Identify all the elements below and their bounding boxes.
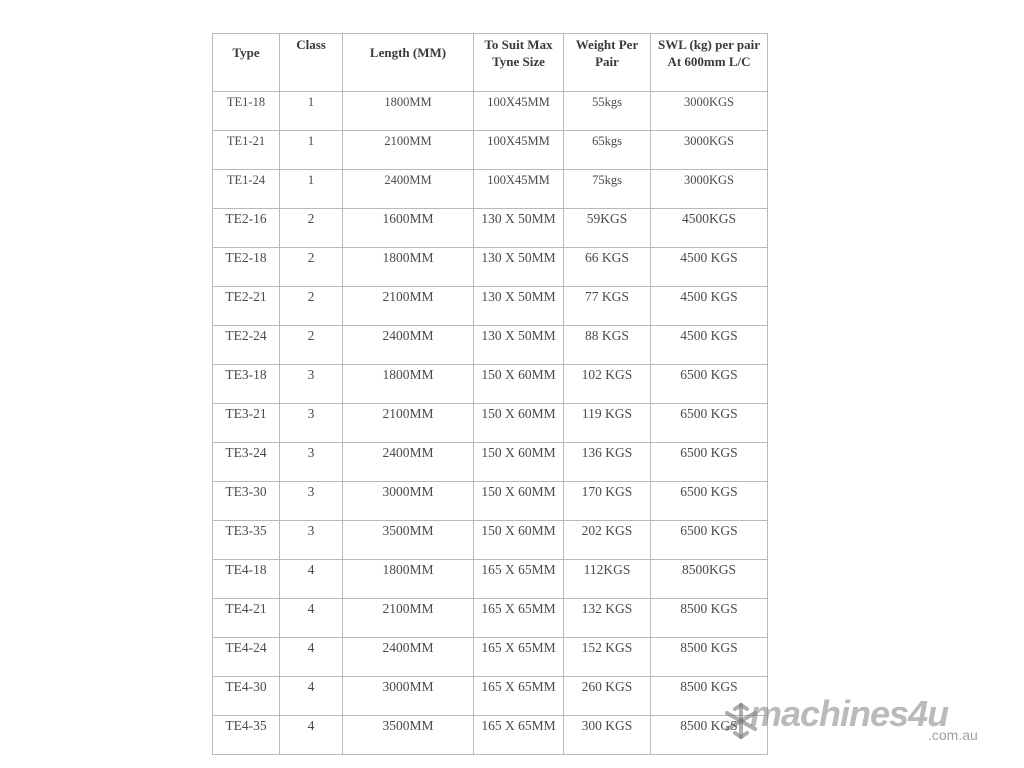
cell-type: TE1-24 xyxy=(213,170,280,209)
cell-class: 4 xyxy=(280,599,343,638)
cell-type: TE3-21 xyxy=(213,404,280,443)
cell-class: 4 xyxy=(280,638,343,677)
cell-length: 2100MM xyxy=(343,287,474,326)
table-row xyxy=(213,248,768,287)
cell-weight: 59KGS xyxy=(564,209,651,248)
table-row xyxy=(213,404,768,443)
cell-weight: 202 KGS xyxy=(564,521,651,560)
cell-class: 4 xyxy=(280,560,343,599)
cell-swl: 4500KGS xyxy=(651,209,768,248)
cell-tyne-size: 100X45MM xyxy=(474,92,564,131)
cell-tyne-size: 150 X 60MM xyxy=(474,404,564,443)
cell-class: 1 xyxy=(280,170,343,209)
cell-tyne-size: 130 X 50MM xyxy=(474,326,564,365)
table-row xyxy=(213,638,768,677)
cell-tyne-size: 165 X 65MM xyxy=(474,638,564,677)
cell-swl: 6500 KGS xyxy=(651,365,768,404)
cell-length: 3000MM xyxy=(343,677,474,716)
cell-tyne-size: 130 X 50MM xyxy=(474,209,564,248)
cell-type: TE2-18 xyxy=(213,248,280,287)
cell-length: 1800MM xyxy=(343,92,474,131)
cell-class: 1 xyxy=(280,92,343,131)
table-row xyxy=(213,443,768,482)
cell-weight: 132 KGS xyxy=(564,599,651,638)
cell-type: TE4-21 xyxy=(213,599,280,638)
cell-length: 2400MM xyxy=(343,443,474,482)
cell-weight: 55kgs xyxy=(564,92,651,131)
cell-swl: 6500 KGS xyxy=(651,521,768,560)
cell-type: TE3-18 xyxy=(213,365,280,404)
cell-weight: 136 KGS xyxy=(564,443,651,482)
cell-class: 3 xyxy=(280,365,343,404)
cell-weight: 66 KGS xyxy=(564,248,651,287)
table-header-row xyxy=(213,34,768,92)
cell-length: 1800MM xyxy=(343,248,474,287)
header-swl: SWL (kg) per pair At 600mm L/C xyxy=(651,34,768,92)
cell-weight: 75kgs xyxy=(564,170,651,209)
cell-class: 1 xyxy=(280,131,343,170)
table-row xyxy=(213,677,768,716)
cell-length: 2400MM xyxy=(343,638,474,677)
cell-type: TE1-18 xyxy=(213,92,280,131)
cell-length: 2100MM xyxy=(343,599,474,638)
cell-length: 2400MM xyxy=(343,326,474,365)
cell-class: 2 xyxy=(280,248,343,287)
cell-class: 2 xyxy=(280,209,343,248)
table-row xyxy=(213,170,768,209)
cell-type: TE3-35 xyxy=(213,521,280,560)
cell-type: TE4-18 xyxy=(213,560,280,599)
table-row xyxy=(213,521,768,560)
cell-swl: 8500KGS xyxy=(651,560,768,599)
cell-type: TE3-30 xyxy=(213,482,280,521)
watermark xyxy=(722,693,992,747)
table-row xyxy=(213,326,768,365)
cell-length: 1600MM xyxy=(343,209,474,248)
cell-class: 2 xyxy=(280,287,343,326)
cell-type: TE4-30 xyxy=(213,677,280,716)
cell-swl: 8500 KGS xyxy=(651,677,768,716)
cell-type: TE4-35 xyxy=(213,716,280,755)
cell-length: 2400MM xyxy=(343,170,474,209)
cell-weight: 77 KGS xyxy=(564,287,651,326)
cell-length: 1800MM xyxy=(343,560,474,599)
header-class: Class xyxy=(280,34,343,92)
watermark-domain: .com.au xyxy=(928,727,978,743)
watermark-brand: machines4u xyxy=(750,693,949,734)
cell-tyne-size: 165 X 65MM xyxy=(474,677,564,716)
cell-swl: 4500 KGS xyxy=(651,248,768,287)
cell-class: 4 xyxy=(280,677,343,716)
cell-tyne-size: 130 X 50MM xyxy=(474,287,564,326)
cell-swl: 4500 KGS xyxy=(651,326,768,365)
cell-class: 3 xyxy=(280,404,343,443)
table-row xyxy=(213,209,768,248)
header-tyne-size: To Suit Max Tyne Size xyxy=(474,34,564,92)
cell-swl: 6500 KGS xyxy=(651,482,768,521)
cell-length: 3000MM xyxy=(343,482,474,521)
cell-class: 3 xyxy=(280,443,343,482)
cell-length: 1800MM xyxy=(343,365,474,404)
cell-weight: 65kgs xyxy=(564,131,651,170)
table-body xyxy=(213,92,768,755)
cell-type: TE2-16 xyxy=(213,209,280,248)
cell-weight: 300 KGS xyxy=(564,716,651,755)
table-row xyxy=(213,482,768,521)
cell-weight: 170 KGS xyxy=(564,482,651,521)
cell-tyne-size: 150 X 60MM xyxy=(474,365,564,404)
cell-length: 3500MM xyxy=(343,521,474,560)
header-length: Length (MM) xyxy=(343,34,474,92)
cell-length: 2100MM xyxy=(343,131,474,170)
cell-class: 3 xyxy=(280,521,343,560)
cell-type: TE1-21 xyxy=(213,131,280,170)
table-row xyxy=(213,560,768,599)
cell-tyne-size: 150 X 60MM xyxy=(474,521,564,560)
cell-tyne-size: 165 X 65MM xyxy=(474,599,564,638)
cell-swl: 3000KGS xyxy=(651,92,768,131)
cell-swl: 3000KGS xyxy=(651,170,768,209)
cell-tyne-size: 150 X 60MM xyxy=(474,482,564,521)
cell-class: 4 xyxy=(280,716,343,755)
cell-type: TE3-24 xyxy=(213,443,280,482)
cell-weight: 112KGS xyxy=(564,560,651,599)
table-row xyxy=(213,92,768,131)
cell-tyne-size: 165 X 65MM xyxy=(474,560,564,599)
cell-weight: 119 KGS xyxy=(564,404,651,443)
table-row xyxy=(213,365,768,404)
cell-swl: 3000KGS xyxy=(651,131,768,170)
cell-swl: 6500 KGS xyxy=(651,404,768,443)
cell-swl: 8500 KGS xyxy=(651,599,768,638)
header-type: Type xyxy=(213,34,280,92)
cell-length: 2100MM xyxy=(343,404,474,443)
cell-swl: 8500 KGS xyxy=(651,638,768,677)
cell-weight: 260 KGS xyxy=(564,677,651,716)
cell-type: TE4-24 xyxy=(213,638,280,677)
cell-type: TE2-21 xyxy=(213,287,280,326)
cell-tyne-size: 130 X 50MM xyxy=(474,248,564,287)
cell-length: 3500MM xyxy=(343,716,474,755)
table-row xyxy=(213,131,768,170)
table-row xyxy=(213,716,768,755)
spec-table xyxy=(212,33,768,755)
header-weight: Weight Per Pair xyxy=(564,34,651,92)
cell-tyne-size: 165 X 65MM xyxy=(474,716,564,755)
cell-type: TE2-24 xyxy=(213,326,280,365)
cell-tyne-size: 100X45MM xyxy=(474,170,564,209)
cell-tyne-size: 150 X 60MM xyxy=(474,443,564,482)
cell-class: 2 xyxy=(280,326,343,365)
cell-swl: 4500 KGS xyxy=(651,287,768,326)
cell-weight: 88 KGS xyxy=(564,326,651,365)
cell-class: 3 xyxy=(280,482,343,521)
table-row xyxy=(213,287,768,326)
cell-weight: 102 KGS xyxy=(564,365,651,404)
table-row xyxy=(213,599,768,638)
cell-swl: 6500 KGS xyxy=(651,443,768,482)
cell-tyne-size: 100X45MM xyxy=(474,131,564,170)
cell-swl: 8500 KGS xyxy=(651,716,768,755)
cell-weight: 152 KGS xyxy=(564,638,651,677)
